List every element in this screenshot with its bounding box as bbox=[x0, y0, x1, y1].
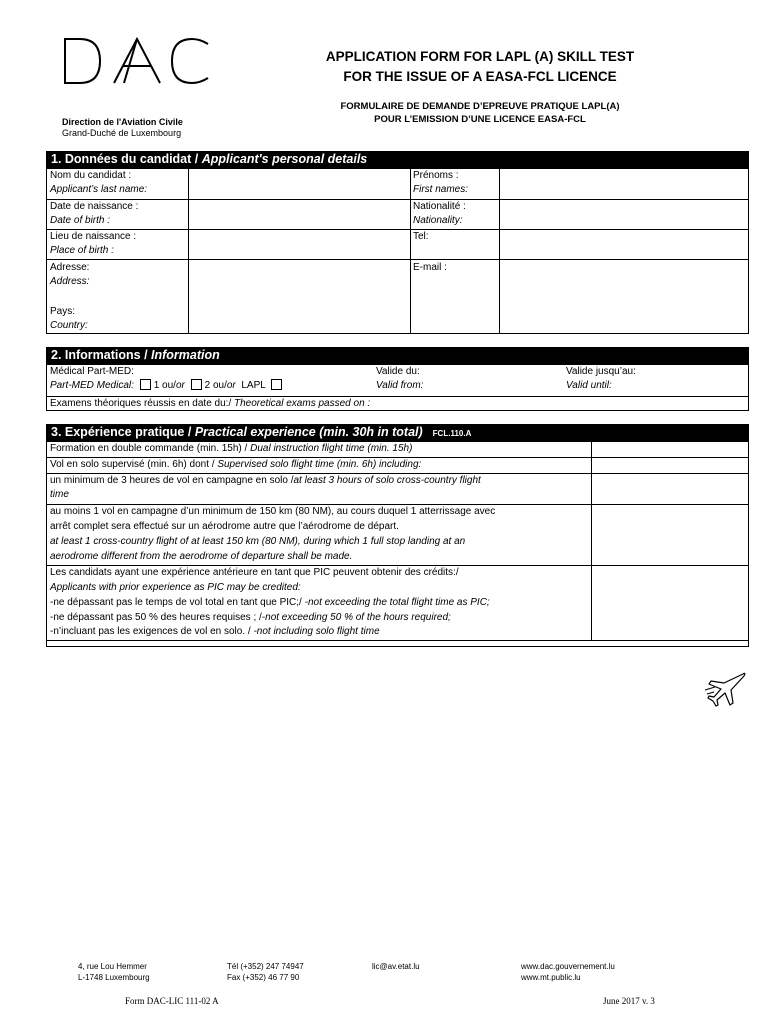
pob-field[interactable] bbox=[190, 231, 408, 258]
email-field[interactable] bbox=[501, 261, 747, 332]
first-names-label-en: First names: bbox=[413, 184, 469, 195]
cross-country-flight-en-1: at least 1 cross-country flight of at least 150 km (80 NM), during which 1 full stop landing at an bbox=[50, 536, 466, 547]
last-name-label-fr: Nom du candidat : bbox=[50, 170, 132, 181]
nationality-field[interactable] bbox=[501, 201, 747, 228]
dob-label-fr: Date de naissance : bbox=[50, 201, 139, 212]
form-title-line-1: APPLICATION FORM FOR LAPL (A) SKILL TEST bbox=[325, 49, 635, 64]
cross-country-flight-en-2: aerodrome different from the aerodrome of departure shall be made. bbox=[50, 551, 353, 562]
address-label-en: Address: bbox=[50, 276, 90, 287]
cross-country-flight-field[interactable] bbox=[593, 505, 747, 564]
exams-label: Examens théoriques réussis en date du:/ Theoretical exams passed on : bbox=[50, 398, 371, 409]
valid-from-label-en: Valid from: bbox=[376, 380, 424, 391]
solo-cross-country-row-cont: time bbox=[50, 489, 69, 500]
tel-label: Tel: bbox=[413, 231, 429, 242]
address-field[interactable] bbox=[190, 261, 408, 332]
footer-address-1: 4, rue Lou Hemmer bbox=[78, 962, 147, 971]
valid-from-label-fr: Valide du: bbox=[376, 366, 420, 377]
dual-instruction-row: Formation en double commande (min. 15h) / Dual instruction flight time (min. 15h) bbox=[50, 443, 413, 454]
logo-line-1: Direction de l'Aviation Civile bbox=[62, 117, 183, 127]
form-version: June 2017 v. 3 bbox=[603, 996, 655, 1006]
cross-country-flight-fr-1: au moins 1 vol en campagne d’un minimum de 150 km (80 NM), au cours duquel 1 atterrissage avec bbox=[50, 506, 496, 517]
nationality-label-fr: Nationalité : bbox=[413, 201, 466, 212]
airplane-icon bbox=[703, 670, 747, 708]
dual-instruction-hours-field[interactable] bbox=[593, 442, 747, 456]
solo-cross-country-row: un minimum de 3 heures de vol en campagne en solo /at least 3 hours of solo cross-country flight bbox=[50, 475, 481, 486]
pic-credit-line-3: -ne dépassant pas 50 % des heures requises ; /-not exceeding 50 % of the hours required; bbox=[50, 612, 451, 623]
first-names-label-fr: Prénoms : bbox=[413, 170, 459, 181]
address-label-fr: Adresse: bbox=[50, 262, 90, 273]
medical-label-fr: Médical Part-MED: bbox=[50, 366, 134, 377]
pic-credit-en: Applicants with prior experience as PIC may be credited: bbox=[50, 582, 301, 593]
section-1-header: 1. Données du candidat / Applicant's personal details bbox=[46, 151, 749, 168]
section-2-header: 2. Informations / Information bbox=[46, 347, 749, 364]
last-name-field[interactable] bbox=[190, 170, 408, 198]
first-names-field[interactable] bbox=[501, 170, 747, 198]
footer-fax: Fax (+352) 46 77 90 bbox=[227, 973, 300, 982]
country-label-en: Country: bbox=[50, 320, 88, 331]
lapl-checkbox[interactable] bbox=[271, 379, 282, 390]
tel-field[interactable] bbox=[501, 231, 747, 258]
nationality-label-en: Nationality: bbox=[413, 215, 463, 226]
valid-until-label-fr: Valide jusqu’au: bbox=[566, 366, 636, 377]
medical-label-en: Part-MED Medical: bbox=[50, 380, 134, 391]
class1-checkbox[interactable] bbox=[140, 379, 151, 390]
form-subtitle-line-1: FORMULAIRE DE DEMANDE D’EPREUVE PRATIQUE LAPL(A) bbox=[340, 101, 620, 112]
form-number: Form DAC-LIC 111-02 A bbox=[125, 996, 219, 1006]
supervised-solo-hours-field[interactable] bbox=[593, 458, 747, 472]
dob-field[interactable] bbox=[190, 201, 408, 228]
country-label-fr: Pays: bbox=[50, 306, 76, 317]
section-3-header: 3. Expérience pratique / Practical experience (min. 30h in total) FCL.110.A bbox=[46, 424, 749, 441]
footer-web-2[interactable]: www.mt.public.lu bbox=[521, 973, 581, 982]
class2-checkbox[interactable] bbox=[191, 379, 202, 390]
form-title-line-2: FOR THE ISSUE OF A EASA-FCL LICENCE bbox=[343, 69, 617, 84]
footer-address-2: L-1748 Luxembourg bbox=[78, 973, 150, 982]
email-label: E-mail : bbox=[413, 262, 447, 273]
pic-credit-fr: Les candidats ayant une expérience antérieure en tant que PIC peuvent obtenir des crédits:/ bbox=[50, 567, 459, 578]
pob-label-fr: Lieu de naissance : bbox=[50, 231, 137, 242]
form-subtitle-line-2: POUR L’EMISSION D’UNE LICENCE EASA-FCL bbox=[374, 114, 586, 125]
pob-label-en: Place of birth : bbox=[50, 245, 114, 256]
logo-line-2: Grand-Duché de Luxembourg bbox=[62, 128, 182, 138]
last-name-label-en: Applicant’s last name: bbox=[50, 184, 148, 195]
dac-logo bbox=[62, 36, 212, 86]
supervised-solo-row: Vol en solo supervisé (min. 6h) dont / Supervised solo flight time (min. 6h) including: bbox=[50, 459, 422, 470]
pic-credit-line-2: -ne dépassant pas le temps de vol total en tant que PIC;/ -not exceeding the total flight time as PIC; bbox=[50, 597, 490, 608]
footer-web-1[interactable]: www.dac.gouvernement.lu bbox=[521, 962, 615, 971]
dob-label-en: Date of birth : bbox=[50, 215, 111, 226]
medical-row: Part-MED Medical: 1 ou/or 2 ou/or LAPL bbox=[50, 379, 285, 393]
footer-tel: Tél (+352) 247 74947 bbox=[227, 962, 304, 971]
cross-country-flight-fr-2: arrêt complet sera effectué sur un aérodrome autre que l’aérodrome de départ. bbox=[50, 521, 399, 532]
pic-credit-field[interactable] bbox=[593, 566, 747, 639]
valid-until-label-en: Valid until: bbox=[566, 380, 612, 391]
footer-email[interactable]: lic@av.etat.lu bbox=[372, 962, 420, 971]
pic-credit-line-4: -n’incluant pas les exigences de vol en solo. / -not including solo flight time bbox=[50, 626, 380, 637]
solo-cross-country-hours-field[interactable] bbox=[593, 474, 747, 503]
